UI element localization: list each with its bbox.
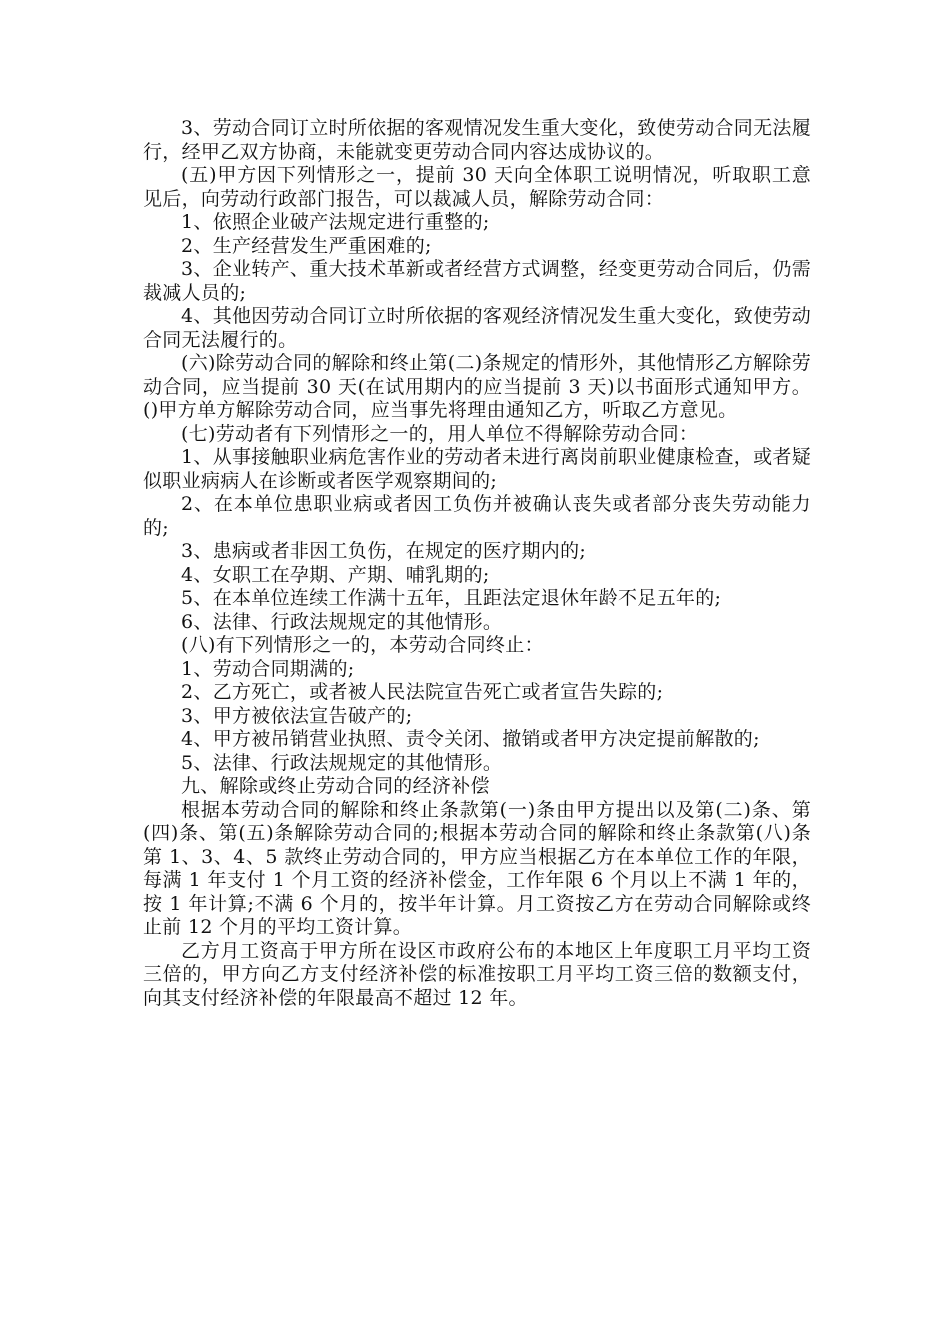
paragraph-compensation-rule: 根据本劳动合同的解除和终止条款第(一)条由甲方提出以及第(二)条、第(四)条、第(五)条解除劳动合同的;根据本劳动合同的解除和终止条款第(八)条第 1、3、4、5 款终止劳动合同的，甲方应当根据乙方在本单位工作的年限，每满 1 年支付 1 个月工资的经济补偿金，工作年限 6 个月以上不满 1 年的，按 1 年计算;不满 6 个月的，按半年计算。月工资按乙方在劳动合同解除或终止前 12 个月的平均工资计算。 [143,798,811,938]
paragraph-compensation-cap: 乙方月工资高于甲方所在设区市政府公布的本地区上年度职工月平均工资三倍的，甲方向乙方支付经济补偿的标准按职工月平均工资三倍的数额支付，向其支付经济补偿的年限最高不超过 12 年。 [143,939,811,1009]
paragraph-clause-7-1: 1、从事接触职业病危害作业的劳动者未进行离岗前职业健康检查，或者疑似职业病病人在诊断或者医学观察期间的; [143,446,811,492]
paragraph-clause-7-4: 4、女职工在孕期、产期、哺乳期的; [181,563,490,586]
paragraph-clause-5: (五)甲方因下列情形之一，提前 30 天向全体职工说明情况，听取职工意见后，向劳动行政部门报告，可以裁减人员，解除劳动合同： [143,164,811,210]
paragraph-clause-8-3: 3、甲方被依法宣告破产的; [181,704,413,727]
paragraph-clause-8-2: 2、乙方死亡，或者被人民法院宣告死亡或者宣告失踪的; [181,681,664,703]
paragraph-clause-8-4: 4、甲方被吊销营业执照、责令关闭、撤销或者甲方决定提前解散的; [181,728,760,750]
document-body [143,117,811,1010]
paragraph-clause-7-6: 6、法律、行政法规规定的其他情形。 [181,610,503,633]
paragraph-clause-6: (六)除劳动合同的解除和终止第(二)条规定的情形外，其他情形乙方解除劳动合同，应当提前 30 天(在试用期内的应当提前 3 天)以书面形式通知甲方。()甲方单方解除劳动合同，应当事先将理由通知乙方，听取乙方意见。 [143,352,811,421]
paragraph-clause-5-4: 4、其他因劳动合同订立时所依据的客观经济情况发生重大变化，致使劳动合同无法履行的。 [143,305,811,351]
paragraph-clause-7-2: 2、在本单位患职业病或者因工负伤并被确认丧失或者部分丧失劳动能力的; [143,493,811,539]
paragraph-clause-7-3: 3、患病或者非因工负伤，在规定的医疗期内的; [181,540,587,562]
paragraph-clause-7: (七)劳动者有下列情形之一的，用人单位不得解除劳动合同： [181,422,699,445]
paragraph-clause-8-1: 1、劳动合同期满的; [181,657,355,680]
paragraph-clause-5-3: 3、企业转产、重大技术革新或者经营方式调整，经变更劳动合同后，仍需裁减人员的; [143,258,811,304]
paragraph-clause-5-2: 2、生产经营发生严重困难的; [181,234,432,257]
paragraph-clause-4-3: 3、劳动合同订立时所依据的客观情况发生重大变化，致使劳动合同无法履行，经甲乙双方协商，未能就变更劳动合同内容达成协议的。 [143,117,811,163]
paragraph-clause-8-5: 5、法律、行政法规规定的其他情形。 [181,751,503,774]
paragraph-clause-5-1: 1、依照企业破产法规定进行重整的; [181,211,490,233]
paragraph-clause-7-5: 5、在本单位连续工作满十五年，且距法定退休年龄不足五年的; [181,587,722,609]
paragraph-clause-8: (八)有下列情形之一的，本劳动合同终止： [181,634,544,656]
section-heading-compensation: 九、解除或终止劳动合同的经济补偿 [181,775,490,797]
